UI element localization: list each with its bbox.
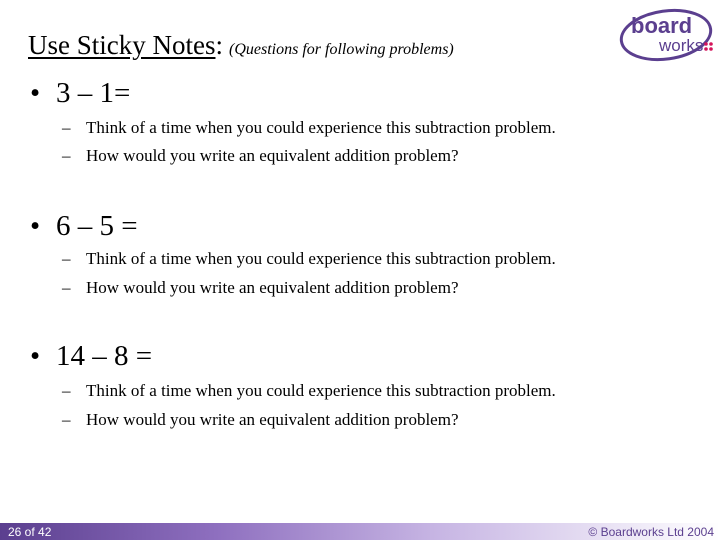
problem-expression: 6 – 5 =: [56, 210, 138, 242]
bullet-icon: •: [30, 210, 41, 242]
dash-icon: –: [62, 118, 71, 137]
prompt-text: Think of a time when you could experience this subtraction problem.: [86, 249, 556, 268]
prompt-text: How would you write an equivalent addition problem?: [86, 278, 459, 297]
bullet-icon: •: [30, 340, 41, 372]
prompt-text: How would you write an equivalent addition problem?: [86, 410, 459, 429]
slide-title: [28, 28, 454, 67]
dash-icon: –: [62, 146, 71, 165]
prompt-text: How would you write an equivalent addition problem?: [86, 146, 459, 165]
bullet-icon: •: [30, 77, 41, 109]
prompt-text: Think of a time when you could experience this subtraction problem.: [86, 118, 556, 137]
prompt-item: [62, 116, 556, 140]
problem-expression: 14 – 8 =: [56, 340, 153, 372]
logo-dots: [704, 42, 713, 51]
title-colon: :: [215, 30, 223, 60]
boardworks-logo: [618, 6, 716, 64]
prompt-item: [62, 144, 459, 168]
dash-icon: –: [62, 410, 71, 429]
problem-3: [30, 339, 152, 373]
prompt-item: [62, 408, 459, 432]
title-main: Use Sticky Notes: [28, 30, 216, 60]
prompt-item: [62, 276, 459, 300]
logo-works-text: works: [659, 36, 704, 55]
logo-board-text: board: [631, 13, 693, 38]
problem-2: [30, 209, 138, 243]
problem-expression: 3 – 1=: [56, 77, 131, 109]
problem-1: [30, 76, 130, 110]
prompt-text: Think of a time when you could experience this subtraction problem.: [86, 381, 556, 400]
dash-icon: –: [62, 381, 71, 400]
prompt-item: [62, 379, 556, 403]
copyright-text: © Boardworks Ltd 2004: [588, 525, 714, 539]
title-subtitle: (Questions for following problems): [229, 41, 454, 58]
dash-icon: –: [62, 278, 71, 297]
dash-icon: –: [62, 249, 71, 268]
prompt-item: [62, 247, 556, 271]
page-number: 26 of 42: [8, 525, 52, 539]
